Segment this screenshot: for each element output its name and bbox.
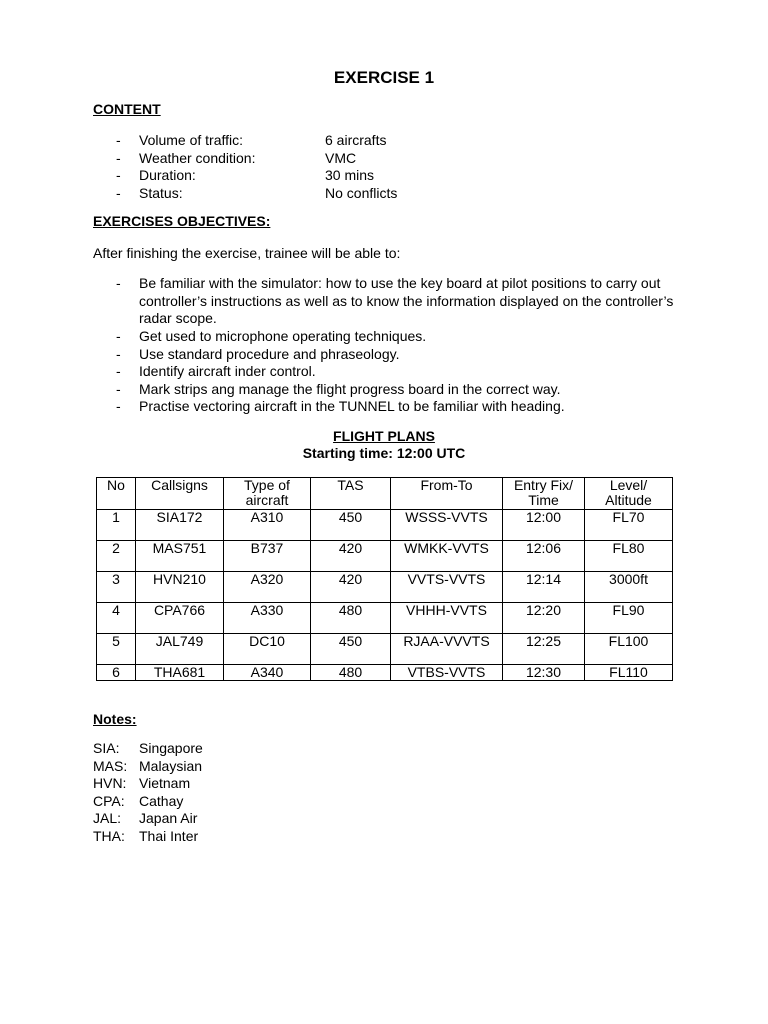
cell-aircraft-type: A340 xyxy=(224,665,311,681)
objective-item xyxy=(116,346,676,364)
note-name: Vietnam xyxy=(139,775,191,791)
content-label: Duration: xyxy=(139,167,196,183)
table-header-row xyxy=(97,478,673,510)
list-dash: - xyxy=(116,149,121,166)
objective-text: Practise vectoring aircraft in the TUNNEL to be familiar with heading. xyxy=(139,398,565,414)
list-dash: - xyxy=(116,328,121,344)
cell-route: VVTS-VVTS xyxy=(391,572,503,603)
cell-tas: 480 xyxy=(311,665,391,681)
cell-level: FL80 xyxy=(585,541,673,572)
cell-tas: 450 xyxy=(311,510,391,541)
list-dash: - xyxy=(116,167,121,183)
note-name: Malaysian xyxy=(139,757,203,774)
flight-plans-heading: FLIGHT PLANS xyxy=(333,428,435,444)
objective-text: Mark strips ang manage the flight progress board in the correct way. xyxy=(139,380,561,397)
cell-no: 3 xyxy=(97,572,136,603)
cell-level: FL100 xyxy=(585,634,673,665)
cell-callsign: CPA766 xyxy=(136,603,224,634)
column-header-type: Type of aircraft xyxy=(224,478,311,510)
cell-aircraft-type: DC10 xyxy=(224,634,311,665)
note-code: MAS: xyxy=(93,757,128,774)
cell-level: 3000ft xyxy=(585,572,673,603)
table-row xyxy=(97,634,673,665)
objective-item xyxy=(116,398,676,416)
content-value: No conflicts xyxy=(325,184,398,201)
cell-tas: 450 xyxy=(311,634,391,665)
cell-tas: 420 xyxy=(311,572,391,603)
content-heading: CONTENT xyxy=(93,101,161,117)
column-header-tas: TAS xyxy=(311,478,391,510)
cell-route: VTBS-VVTS xyxy=(391,665,503,681)
cell-callsign: HVN210 xyxy=(136,572,224,603)
flight-plans-subheading: Starting time: 12:00 UTC xyxy=(302,445,466,461)
content-label: Volume of traffic: xyxy=(139,132,244,148)
flight-plans-table xyxy=(96,477,673,681)
objectives-intro: After finishing the exercise, trainee will be able to: xyxy=(93,245,401,261)
objective-text: Use standard procedure and phraseology. xyxy=(139,345,400,362)
cell-level: FL70 xyxy=(585,510,673,541)
note-code: JAL: xyxy=(93,810,122,826)
table-row xyxy=(97,572,673,603)
cell-no: 2 xyxy=(97,541,136,572)
objective-item xyxy=(116,275,676,328)
cell-callsign: JAL749 xyxy=(136,634,224,665)
note-code: THA: xyxy=(93,827,125,844)
cell-callsign: MAS751 xyxy=(136,541,224,572)
column-header-no: No xyxy=(97,478,136,510)
objective-item xyxy=(116,381,676,399)
note-code: HVN: xyxy=(93,775,127,791)
column-header-callsigns: Callsigns xyxy=(136,478,224,510)
cell-route: RJAA-VVVTS xyxy=(391,634,503,665)
cell-route: VHHH-VVTS xyxy=(391,603,503,634)
objective-text: Identify aircraft inder control. xyxy=(139,363,316,379)
content-label: Status: xyxy=(139,184,183,201)
cell-entry-time: 12:00 xyxy=(503,510,585,541)
cell-aircraft-type: A310 xyxy=(224,510,311,541)
cell-no: 6 xyxy=(97,665,136,681)
note-code: SIA: xyxy=(93,740,120,756)
cell-tas: 420 xyxy=(311,541,391,572)
list-dash: - xyxy=(116,380,121,397)
list-dash: - xyxy=(116,132,121,148)
content-value: 30 mins xyxy=(325,167,375,183)
table-row xyxy=(97,603,673,634)
cell-level: FL110 xyxy=(585,665,673,681)
note-name: Thai Inter xyxy=(139,827,199,844)
content-value: VMC xyxy=(325,149,357,166)
cell-no: 5 xyxy=(97,634,136,665)
cell-route: WMKK-VVTS xyxy=(391,541,503,572)
column-header-entry-fix: Entry Fix/ Time xyxy=(503,478,585,510)
objective-item xyxy=(116,363,676,381)
column-header-level: Level/ Altitude xyxy=(585,478,673,510)
cell-route: WSSS-VVTS xyxy=(391,510,503,541)
column-header-from-to: From-To xyxy=(391,478,503,510)
page-title: EXERCISE 1 xyxy=(333,68,435,87)
cell-no: 4 xyxy=(97,603,136,634)
objectives-heading: EXERCISES OBJECTIVES: xyxy=(93,213,271,229)
table-row xyxy=(97,665,673,681)
table-row xyxy=(97,541,673,572)
list-dash: - xyxy=(116,363,121,379)
note-name: Japan Air xyxy=(139,810,198,826)
cell-tas: 480 xyxy=(311,603,391,634)
objective-text: Be familiar with the simulator: how to use the key board at pilot positions to carry out controller’s instructions as well as to know the information displayed on the controller’s radar scope. xyxy=(139,275,674,326)
note-code: CPA: xyxy=(93,792,125,809)
notes-heading: Notes: xyxy=(93,711,137,727)
cell-callsign: SIA172 xyxy=(136,510,224,541)
note-name: Singapore xyxy=(139,740,203,756)
list-dash: - xyxy=(116,345,121,362)
table-row xyxy=(97,510,673,541)
cell-entry-time: 12:14 xyxy=(503,572,585,603)
cell-entry-time: 12:20 xyxy=(503,603,585,634)
cell-entry-time: 12:30 xyxy=(503,665,585,681)
cell-level: FL90 xyxy=(585,603,673,634)
list-dash: - xyxy=(116,398,121,414)
list-dash: - xyxy=(116,275,121,291)
cell-no: 1 xyxy=(97,510,136,541)
list-dash: - xyxy=(116,184,121,201)
objective-item xyxy=(116,328,676,346)
content-value: 6 aircrafts xyxy=(325,132,387,148)
note-name: Cathay xyxy=(139,792,184,809)
cell-entry-time: 12:25 xyxy=(503,634,585,665)
cell-callsign: THA681 xyxy=(136,665,224,681)
cell-aircraft-type: A330 xyxy=(224,603,311,634)
cell-entry-time: 12:06 xyxy=(503,541,585,572)
cell-aircraft-type: B737 xyxy=(224,541,311,572)
content-label: Weather condition: xyxy=(139,149,256,166)
cell-aircraft-type: A320 xyxy=(224,572,311,603)
objective-text: Get used to microphone operating techniques. xyxy=(139,328,427,344)
